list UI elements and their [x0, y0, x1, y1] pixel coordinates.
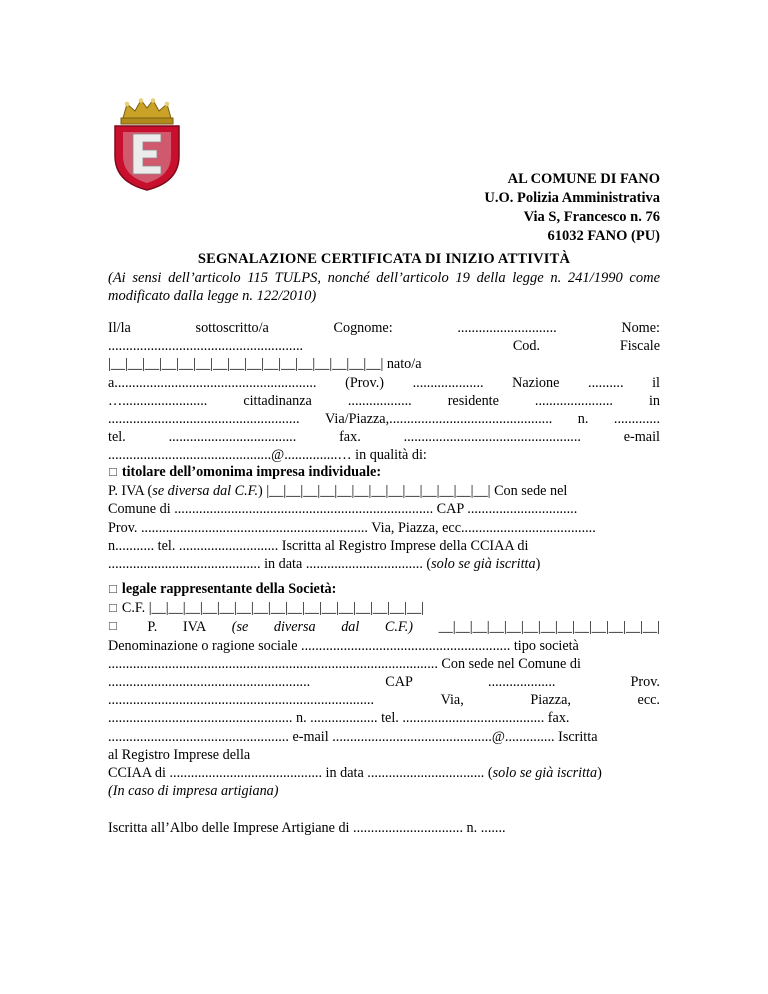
applicant-line-2: ....................................................... Cod. Fiscale	[108, 338, 660, 355]
address-line-1: AL COMUNE DI FANO	[507, 171, 660, 187]
document-title: SEGNALAZIONE CERTIFICATA DI INIZIO ATTIVITÀ	[197, 251, 571, 267]
applicant-line-7: tel. .................................... fax. .................................................. e-mail	[108, 429, 660, 446]
citizenship-field[interactable]: ..................	[347, 392, 412, 409]
albo-line	[108, 819, 660, 837]
company-line-5: ......................................................... CAP ................... Prov.	[108, 674, 660, 691]
individual-line-2[interactable]: Comune di ......................................................................... CAP ...............................	[108, 501, 578, 518]
company-line-8[interactable]: ................................................... e-mail .............................................@.............. Iscritta	[108, 728, 598, 745]
individual-line-3[interactable]: Prov. ................................................................ Via, Piazza, ecc......................................	[108, 519, 596, 536]
company-vat-line: ☐ P. IVA (se diversa dal C.F.) __|__|__|__|__|__|__|__|__|__|__|__|__|	[108, 619, 660, 636]
albo-field[interactable]: Iscritta all’Albo delle Imprese Artigiane di ............................... n. .......	[108, 820, 506, 836]
company-cap-field[interactable]: ...................	[488, 674, 556, 691]
fax-field[interactable]: ..................................................	[403, 429, 581, 446]
document-subtitle: (Ai sensi dell’articolo 115 TULPS, nonché dell’articolo 19 della legge n. 241/1990 come modificato dalla legge n. 122/2010)	[108, 270, 660, 304]
letter-e-emblem	[133, 134, 161, 174]
applicant-line-5: …........................ cittadinanza .................. residente ...................... in	[108, 392, 660, 409]
company-line-7[interactable]: .................................................... n. ................... tel. ........................................ fax.	[108, 710, 570, 727]
email-field[interactable]: ..............................................@...............… in qualità di:	[108, 447, 427, 464]
applicant-line-4: a......................................................... (Prov.) .................... Nazione .......... il	[108, 374, 660, 391]
company-vat-boxes[interactable]: __|__|__|__|__|__|__|__|__|__|__|__|__|	[438, 619, 660, 636]
residence-field[interactable]: ......................	[534, 392, 613, 409]
birthdate-field[interactable]: …........................	[108, 392, 208, 409]
fiscal-code-boxes[interactable]: |__|__|__|__|__|__|__|__|__|__|__|__|__|__|__|__| nato/a	[108, 356, 422, 373]
crown	[121, 98, 173, 124]
artisan-note: (In caso di impresa artigiana)	[108, 783, 279, 800]
city-field[interactable]: ......................................................	[108, 411, 300, 428]
nation-field[interactable]: ..........	[588, 374, 624, 391]
company-line-6: ........................................................................... Via, Piazza, ecc.	[108, 692, 660, 709]
phone-field[interactable]: ....................................	[168, 429, 297, 446]
company-line-4[interactable]: ............................................................................................. Con sede nel Comune di	[108, 655, 581, 672]
company-cf-line	[108, 599, 660, 618]
individual-heading: ☐ titolare dell’omonima impresa individuale:	[108, 464, 382, 480]
company-province-field[interactable]: ...........................................................................	[108, 692, 375, 709]
address-line-2: U.O. Polizia Amministrativa	[484, 190, 660, 206]
company-city-field[interactable]: .........................................................	[108, 674, 311, 691]
company-line-3[interactable]: Denominazione o ragione sociale ........................................................... tipo società	[108, 637, 579, 654]
address-line-4: 61032 FANO (PU)	[547, 228, 660, 244]
company-section	[108, 580, 660, 800]
applicant-line-1: Il/la sottoscritto/a Cognome: ............................ Nome:	[108, 320, 660, 336]
individual-line-5[interactable]: ........................................... in data ................................. (solo se già iscritta)	[108, 556, 541, 573]
recipient-address	[484, 170, 660, 246]
surname-field[interactable]: ............................	[457, 320, 557, 336]
address-line-3: Via S, Francesco n. 76	[523, 209, 660, 225]
individual-business-section	[108, 463, 660, 573]
company-line-9: al Registro Imprese della	[108, 746, 251, 763]
vat-number-boxes[interactable]: ) |__|__|__|__|__|__|__|__|__|__|__|__|__| Con sede nel	[258, 483, 568, 500]
street-field[interactable]: Via/Piazza,..............................................	[325, 411, 553, 428]
individual-line-4[interactable]: n........... tel. ............................ Iscritta al Registro Imprese della CCIAA di	[108, 537, 529, 554]
province-field[interactable]: ....................	[412, 374, 484, 391]
company-fiscal-code-boxes[interactable]: C.F. |__|__|__|__|__|__|__|__|__|__|__|__|__|__|__|__|	[121, 600, 425, 617]
company-heading: ☐ legale rappresentante della Società:	[108, 581, 337, 597]
applicant-section	[108, 319, 660, 465]
company-line-10[interactable]: CCIAA di ........................................... in data ................................. (solo se già iscritta)	[108, 765, 602, 782]
checkbox-icon[interactable]: ☐	[108, 466, 118, 479]
checkbox-icon[interactable]: ☐	[108, 620, 118, 634]
name-field[interactable]: .......................................................	[108, 338, 304, 355]
individual-vat-line: P. IVA (se diversa dal C.F.) |__|__|__|__|__|__|__|__|__|__|__|__|__| Con sede nel	[108, 483, 568, 500]
applicant-line-6: ...................................................... Via/Piazza,.............................................. n. .............	[108, 411, 660, 428]
checkbox-icon[interactable]: ☐	[108, 583, 118, 596]
street-number-field[interactable]: .............	[613, 411, 660, 428]
checkbox-icon[interactable]: ☐	[108, 602, 118, 616]
coat-of-arms-logo	[103, 98, 191, 192]
birthplace-field[interactable]: a.........................................................	[108, 374, 317, 391]
